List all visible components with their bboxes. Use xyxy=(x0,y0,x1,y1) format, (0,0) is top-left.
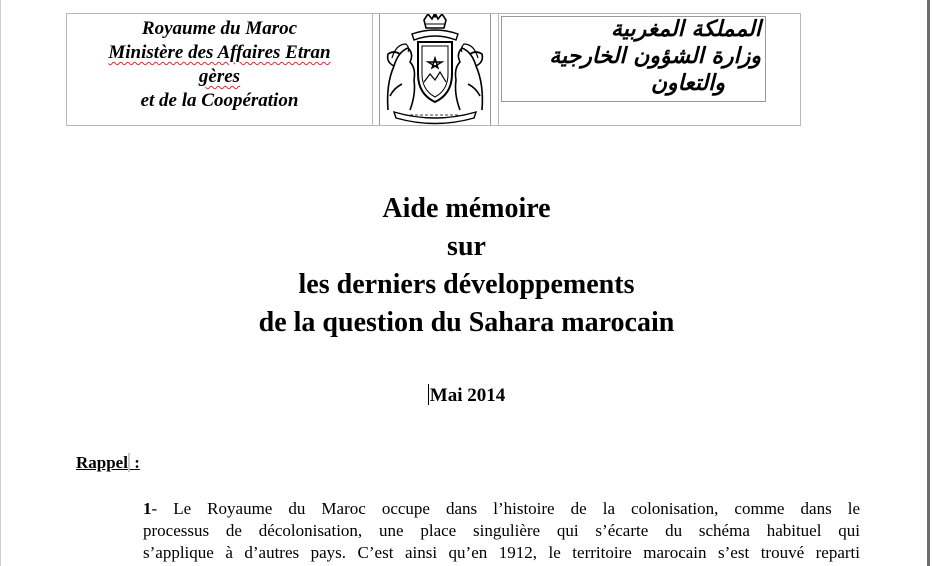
title-line[interactable]: sur xyxy=(447,231,486,262)
body-paragraph-1[interactable] xyxy=(143,498,860,564)
document-date[interactable] xyxy=(0,384,933,407)
letterhead-fr-line xyxy=(67,41,372,65)
letterhead-arabic-cell xyxy=(499,14,800,125)
spellcheck-underlined-text: gères xyxy=(198,66,241,87)
letterhead-fr-line xyxy=(67,65,372,89)
letterhead-fr-line: Royaume du Maroc xyxy=(141,18,298,39)
letterhead-fr-line: et de la Coopération xyxy=(140,90,299,111)
paragraph-number[interactable]: 1 xyxy=(143,499,152,518)
coat-of-arms-icon xyxy=(380,14,490,125)
title-line[interactable]: les derniers développements xyxy=(298,269,635,300)
section-heading-rappel[interactable] xyxy=(76,453,140,473)
date-text[interactable]: Mai 2014 xyxy=(429,385,506,406)
document-title[interactable] xyxy=(0,190,933,342)
paragraph-line[interactable]: s’applique à d’autres pays. C’est ainsi qu’en 1912, le territoire marocain s’est trouvé reparti xyxy=(143,543,860,562)
spellcheck-underlined-text: Ministère des Affaires Etran xyxy=(108,42,331,63)
letterhead-ar-line: والتعاون xyxy=(650,71,725,96)
section-suffix[interactable]: : xyxy=(134,453,140,472)
letterhead-ar-line: وزارة الشؤون الخارجية xyxy=(549,44,761,69)
title-line[interactable]: Aide mémoire xyxy=(382,193,551,224)
text-cursor xyxy=(428,384,429,405)
paragraph-text[interactable]: - Le Royaume du Maroc occupe dans l’histoire de la colonisation, comme dans le xyxy=(151,499,860,518)
arabic-calligraphy-image xyxy=(501,16,766,102)
coat-of-arms-image xyxy=(379,14,491,125)
letterhead-table xyxy=(66,13,801,126)
title-line[interactable]: de la question du Sahara marocain xyxy=(258,307,675,338)
section-label[interactable]: Rappel xyxy=(76,453,128,472)
letterhead-emblem-cell xyxy=(373,14,499,125)
paragraph-line[interactable]: processus de décolonisation, une place singulière qui s’écarte du schéma habituel qui xyxy=(143,521,860,540)
letterhead-french-cell xyxy=(67,14,373,125)
letterhead-ar-line: المملكة المغربية xyxy=(611,17,761,42)
paragraph-line[interactable] xyxy=(143,498,860,520)
